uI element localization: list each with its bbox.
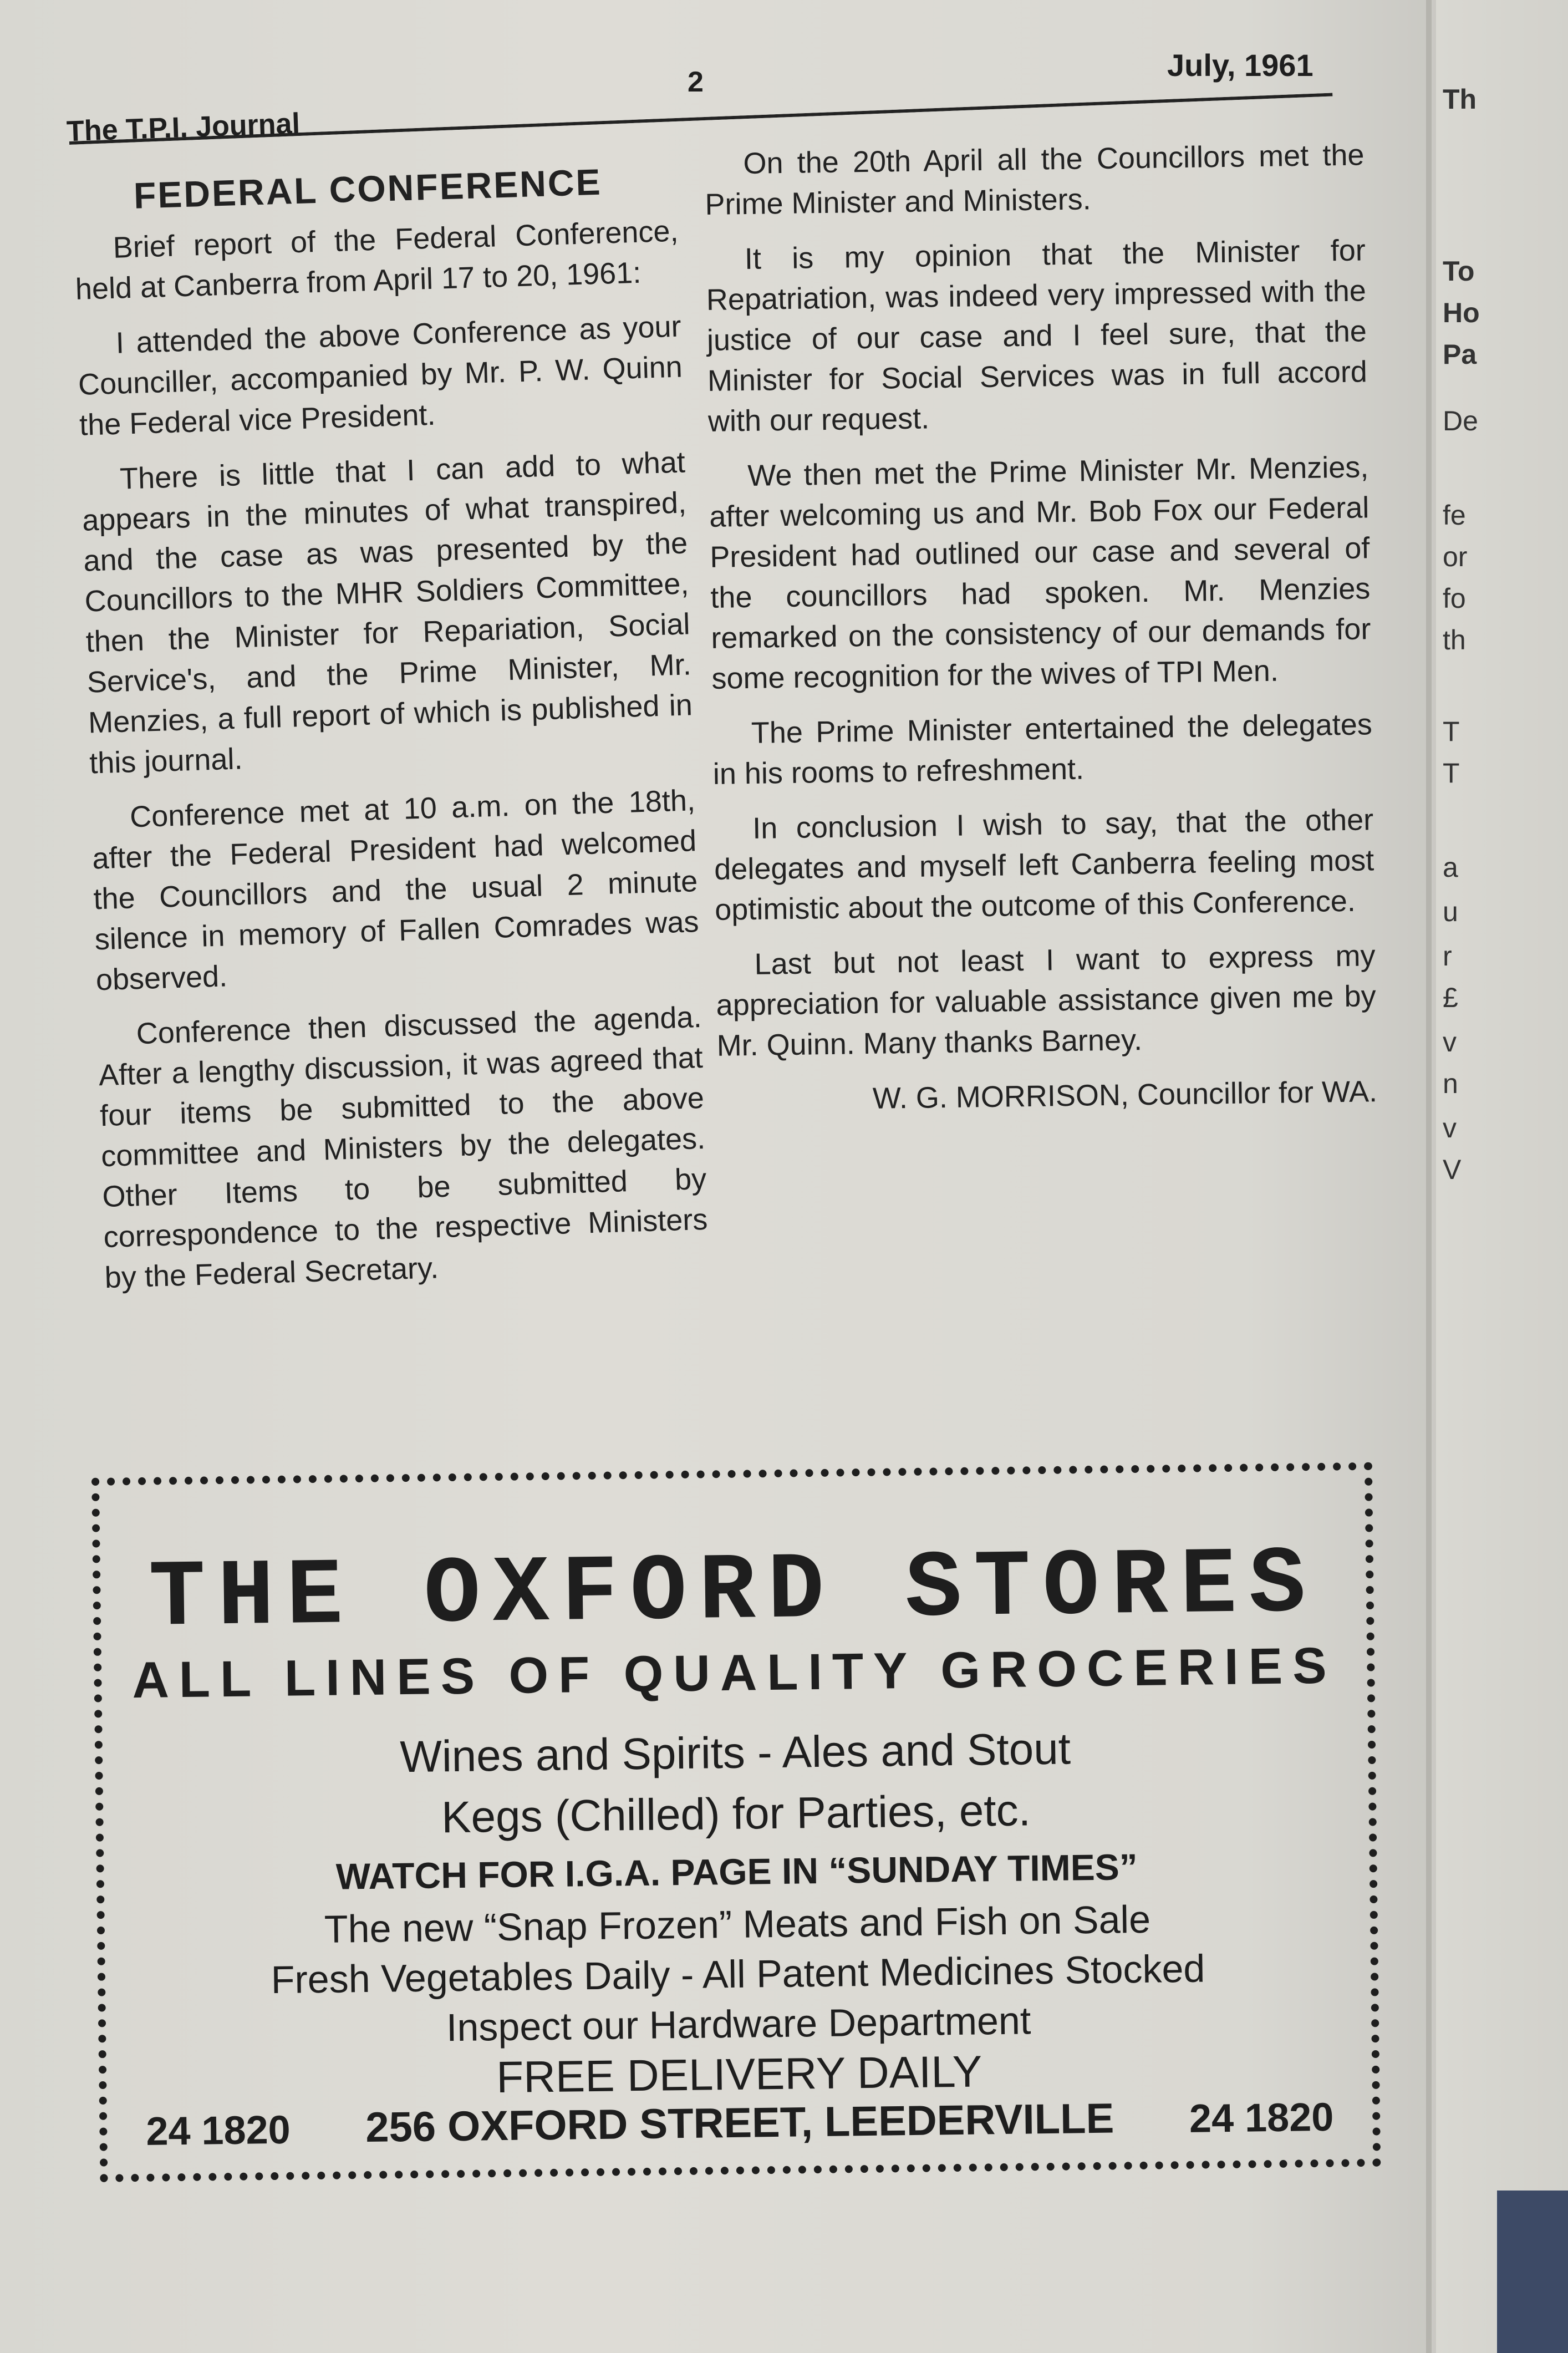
adjacent-page-text: V bbox=[1443, 1154, 1462, 1185]
advert-line: WATCH FOR I.G.A. PAGE IN “SUNDAY TIMES” bbox=[335, 1846, 1138, 1897]
article-column-left bbox=[72, 160, 710, 1313]
article-paragraph: In conclusion I wish to say, that the other delegates and myself left Canberra feeling most optimistic about the outcome of this Conference. bbox=[714, 803, 1374, 927]
oxford-stores-advert bbox=[91, 1462, 1381, 2182]
adjacent-page-text: th bbox=[1443, 624, 1466, 655]
journal-name: The T.P.I. Journal bbox=[66, 107, 301, 148]
adjacent-page-text: T bbox=[1443, 716, 1460, 747]
advert-line: The new “Snap Frozen” Meats and Fish on Sale bbox=[324, 1897, 1151, 1951]
adjacent-page-edge bbox=[1436, 0, 1568, 2353]
advert-line: Wines and Spirits - Ales and Stout bbox=[399, 1724, 1071, 1782]
article-paragraph: We then met the Prime Minister Mr. Menzies, after welcoming us and Mr. Bob Fox our Federal President had outlined our case and several of the councillors had spoken. Mr. Menzies remarked on the consistency of our demands for some recognition for the wives of TPI Men. bbox=[709, 450, 1371, 695]
advert-line: Kegs (Chilled) for Parties, etc. bbox=[441, 1785, 1031, 1842]
page-number: 2 bbox=[688, 66, 704, 98]
advert-phone-left: 24 1820 bbox=[145, 2107, 291, 2154]
article-paragraph: Last but not least I want to express my appreciation for valuable assistance given me by Mr. Quinn. Many thanks Barney. bbox=[716, 939, 1376, 1063]
adjacent-page-text: To bbox=[1443, 256, 1475, 287]
article-paragraph: On the 20th April all the Councillors met the Prime Minister and Ministers. bbox=[705, 138, 1365, 221]
issue-date: July, 1961 bbox=[1167, 48, 1314, 83]
adjacent-page-text: fe bbox=[1443, 500, 1466, 531]
adjacent-page-text: a bbox=[1443, 852, 1458, 883]
adjacent-page-text: Ho bbox=[1443, 297, 1480, 328]
adjacent-page-text: n bbox=[1443, 1068, 1458, 1099]
article-title: FEDERAL CONFERENCE bbox=[133, 161, 603, 216]
advert-phone-right: 24 1820 bbox=[1189, 2095, 1334, 2141]
article-paragraph: Conference met at 10 a.m. on the 18th, after the Federal President had welcomed the Councillors and the usual 2 minute silence in memory of Fallen Comrades was observed. bbox=[91, 784, 700, 997]
article-paragraph: There is little that I can add to what appears in the minutes of what transpired, and the case as was presented by the Councillors to the MHR Soldiers Committee, then the Minister for Repariation, Social Service's, and the Prime Minister, Mr. Menzies, a full report of which is published in this journal. bbox=[82, 445, 693, 780]
adjacent-page-text: Th bbox=[1443, 84, 1477, 115]
article-paragraph: It is my opinion that the Minister for Repatriation, was indeed very impressed with the justice of our case and I feel sure, that the Minister for Social Services was in full accord with our request. bbox=[706, 233, 1368, 438]
article-paragraph: The Prime Minister entertained the delegates in his rooms to refreshment. bbox=[712, 708, 1373, 791]
advert-subtitle: ALL LINES OF QUALITY GROCERIES bbox=[131, 1637, 1337, 1709]
adjacent-page-text: De bbox=[1443, 405, 1478, 436]
page-gutter bbox=[1426, 0, 1432, 2353]
adjacent-page-text: fo bbox=[1443, 583, 1466, 614]
advert-line: Fresh Vegetables Daily - All Patent Medicines Stocked bbox=[271, 1947, 1205, 2002]
adjacent-page-text: r bbox=[1443, 941, 1452, 972]
advert-line: Inspect our Hardware Department bbox=[446, 1999, 1031, 2050]
article-paragraph: Brief report of the Federal Conference, held at Canberra from April 17 to 20, 1961: bbox=[75, 214, 679, 306]
article-signature: W. G. MORRISON, Councillor for WA. bbox=[872, 1075, 1378, 1115]
article-paragraph: Conference then discussed the agenda. After a lengthy discussion, it was agreed that four items be submitted to the above committee and Ministers by the delegates. Other Items to be submitted by correspondence to the respective Ministers by the Federal Secretary. bbox=[98, 1000, 709, 1295]
article-paragraph: I attended the above Conference as your Counciller, accompanied by Mr. P. W. Quinn the Federal vice President. bbox=[78, 309, 683, 442]
adjacent-page-text: £ bbox=[1443, 982, 1458, 1013]
article-column-right bbox=[704, 135, 1378, 1135]
background-corner bbox=[1497, 2191, 1568, 2353]
adjacent-page-text: T bbox=[1443, 758, 1460, 789]
adjacent-page-text: v bbox=[1443, 1112, 1457, 1144]
adjacent-page-text: Pa bbox=[1443, 339, 1477, 370]
adjacent-page-text: or bbox=[1443, 541, 1468, 572]
advert-address: 256 OXFORD STREET, LEEDERVILLE bbox=[365, 2095, 1114, 2152]
adjacent-page-text: v bbox=[1443, 1026, 1457, 1058]
adjacent-page-text: u bbox=[1443, 896, 1458, 927]
advert-title: THE OXFORD STORES bbox=[148, 1532, 1318, 1653]
advert-line: FREE DELIVERY DAILY bbox=[496, 2046, 982, 2102]
